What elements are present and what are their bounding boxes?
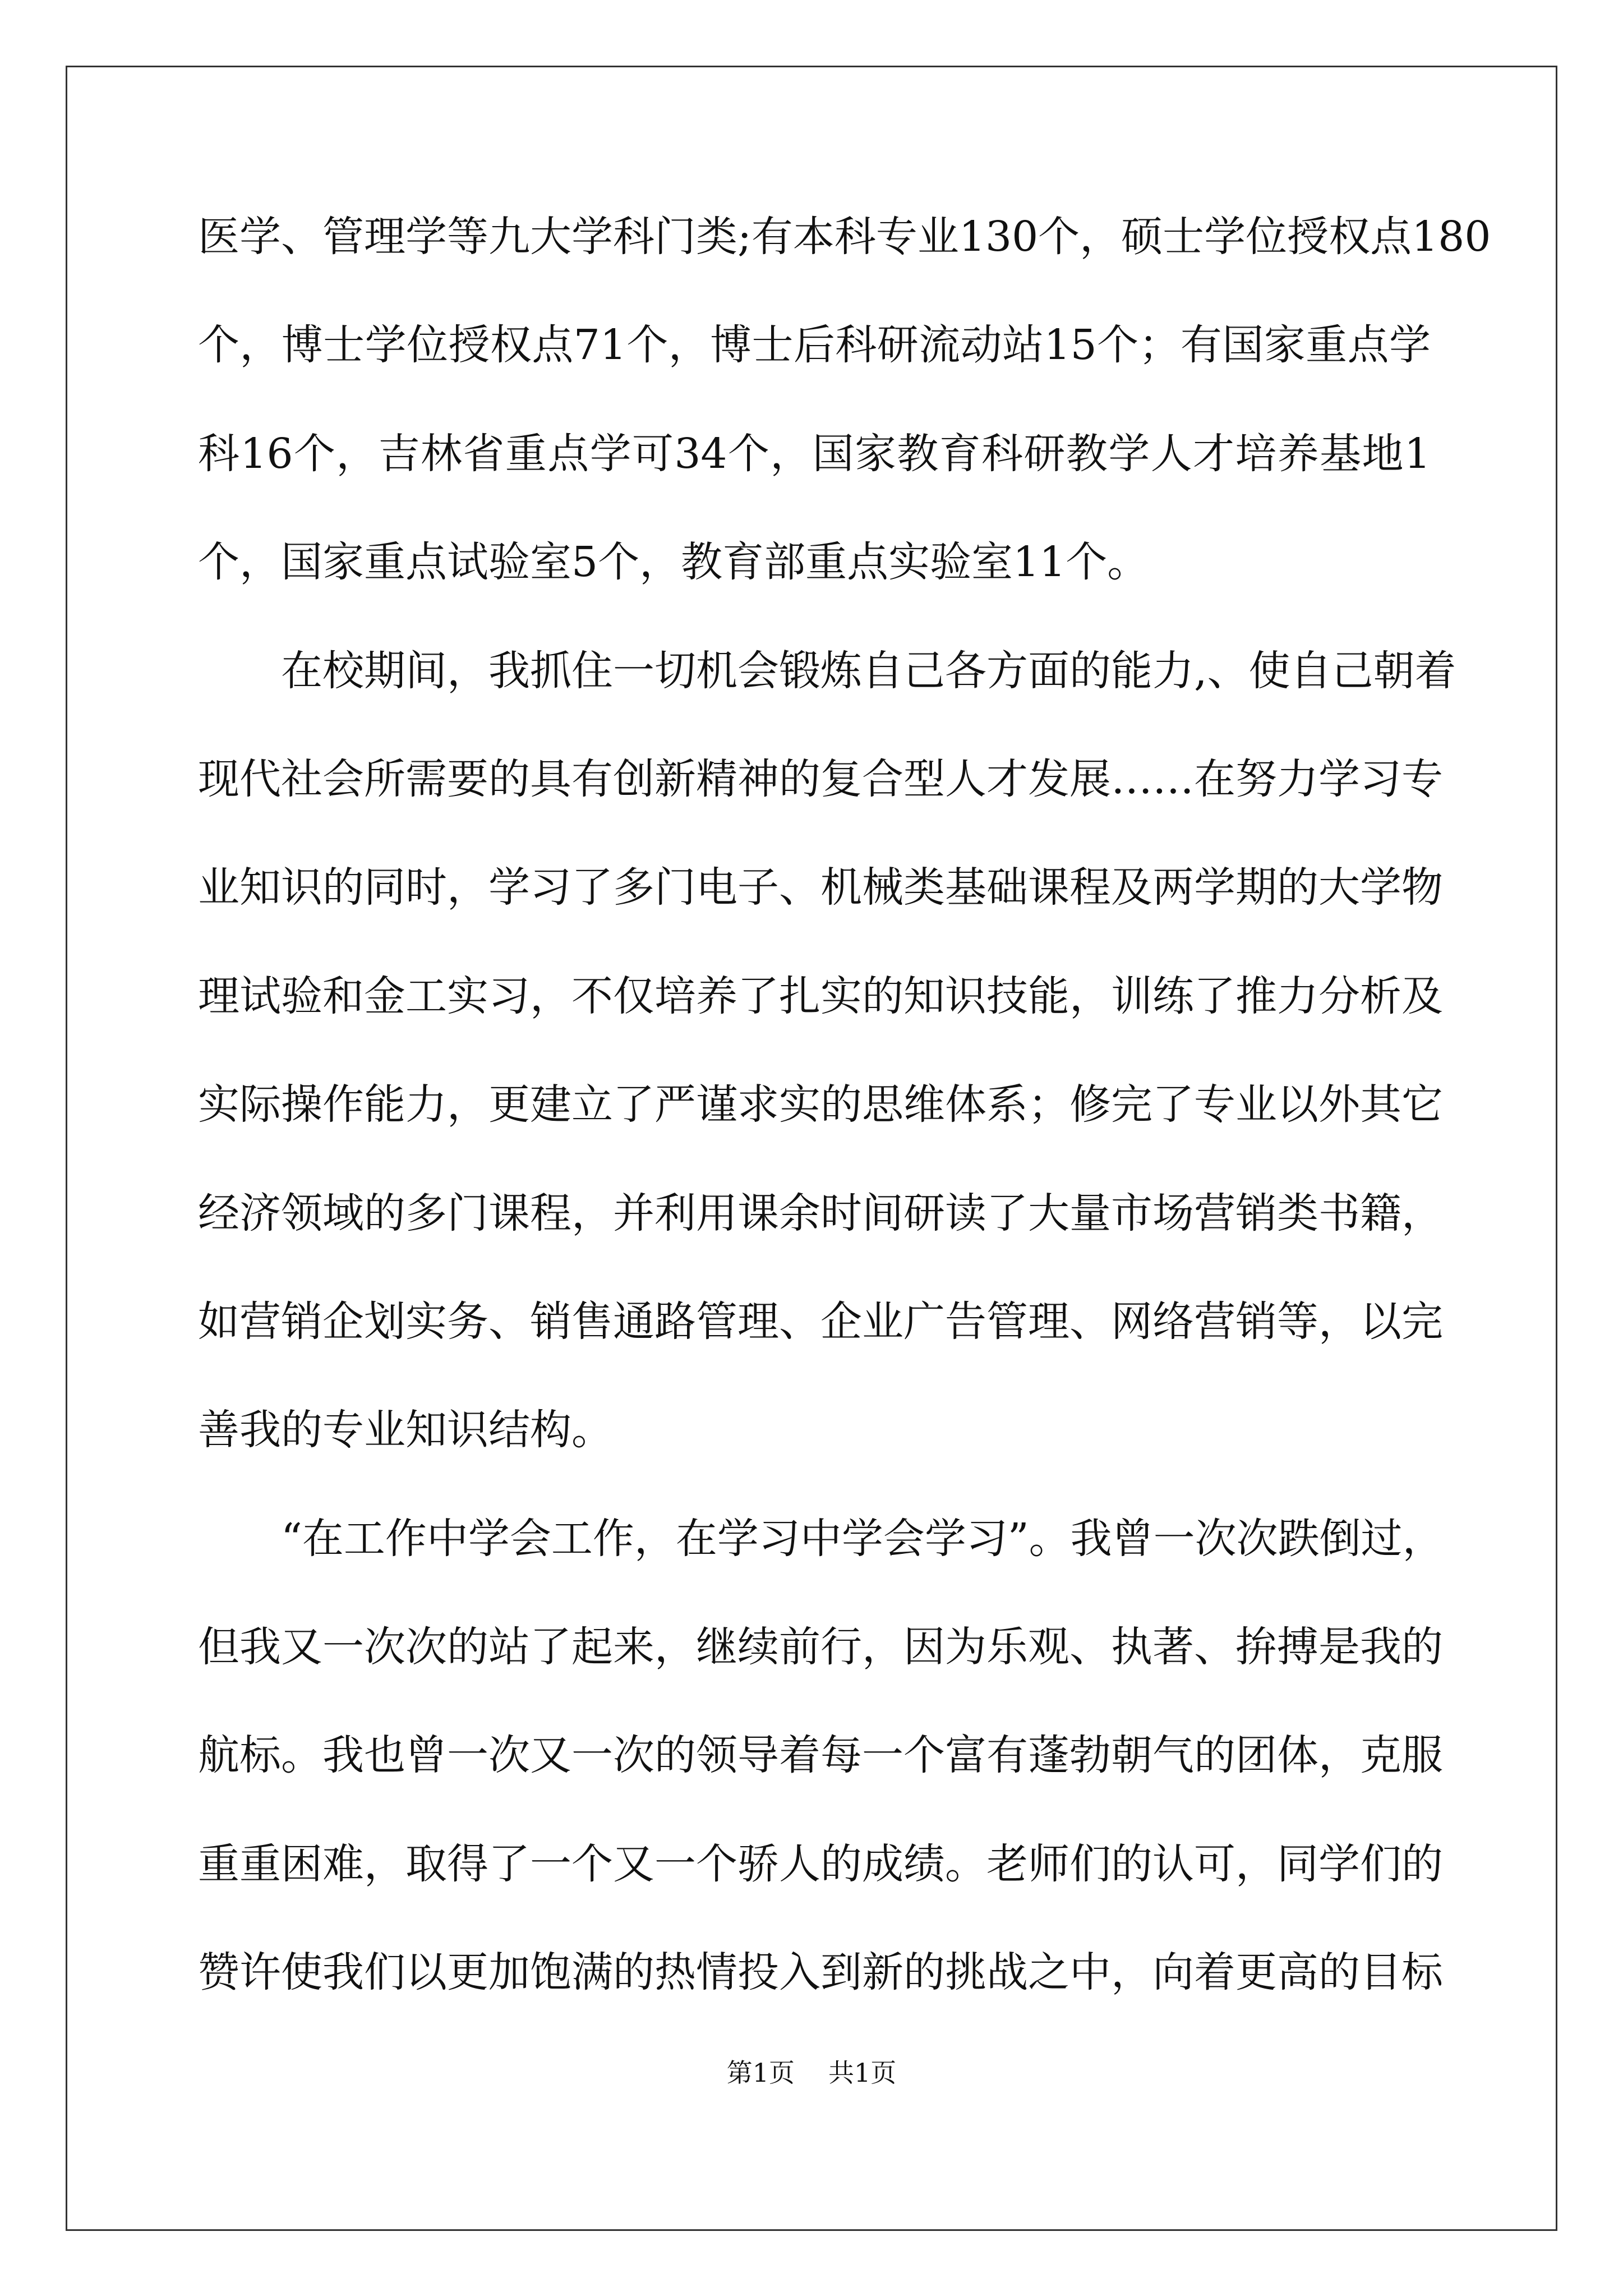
- text-line: 医学、管理学等九大学科门类;有本科专业130个，硕士学位授权点180: [198, 213, 1491, 261]
- paragraph-first-line: 在校期间，我抓住一切机会锻炼自己各方面的能力,、使自己朝着: [281, 646, 1456, 695]
- text-line: 经济领域的多门课程，并利用课余时间研读了大量市场营销类书籍，: [198, 1189, 1443, 1237]
- page-number-total: 共1页: [828, 2058, 897, 2088]
- page-number-current: 第1页: [726, 2058, 795, 2088]
- text-line: 重重困难，取得了一个又一个骄人的成绩。老师们的认可，同学们的: [198, 1839, 1443, 1888]
- text-line: 实际操作能力，更建立了严谨求实的思维体系；修完了专业以外其它: [198, 1080, 1443, 1129]
- page-footer: [0, 2056, 1623, 2090]
- paragraph-first-line: “在工作中学会工作，在学习中学会学习”。我曾一次次跌倒过，: [281, 1514, 1444, 1563]
- text-line: 个，博士学位授权点71个，博士后科研流动站15个；有国家重点学: [198, 321, 1431, 370]
- text-line: 但我又一次次的站了起来，继续前行，因为乐观、执著、拚搏是我的: [198, 1623, 1443, 1672]
- text-line: 航标。我也曾一次又一次的领导着每一个富有蓬勃朝气的团体，克服: [198, 1731, 1443, 1780]
- document-body: [198, 203, 1491, 2047]
- text-line: 善我的专业知识结构。: [198, 1406, 613, 1455]
- text-line: 现代社会所需要的具有创新精神的复合型人才发展……在努力学习专: [198, 754, 1443, 803]
- text-line: 科16个，吉林省重点学可34个，国家教育科研教学人才培养基地1: [198, 429, 1431, 478]
- text-line: 赞许使我们以更加饱满的热情投入到新的挑战之中，向着更高的目标: [198, 1948, 1443, 1997]
- text-line: 个，国家重点试验室5个，教育部重点实验室11个。: [198, 538, 1149, 587]
- text-line: 业知识的同时，学习了多门电子、机械类基础课程及两学期的大学物: [198, 863, 1443, 912]
- text-line: 理试验和金工实习，不仅培养了扎实的知识技能，训练了推力分析及: [198, 972, 1443, 1020]
- text-line: 如营销企划实务、销售通路管理、企业广告管理、网络营销等，以完: [198, 1297, 1443, 1346]
